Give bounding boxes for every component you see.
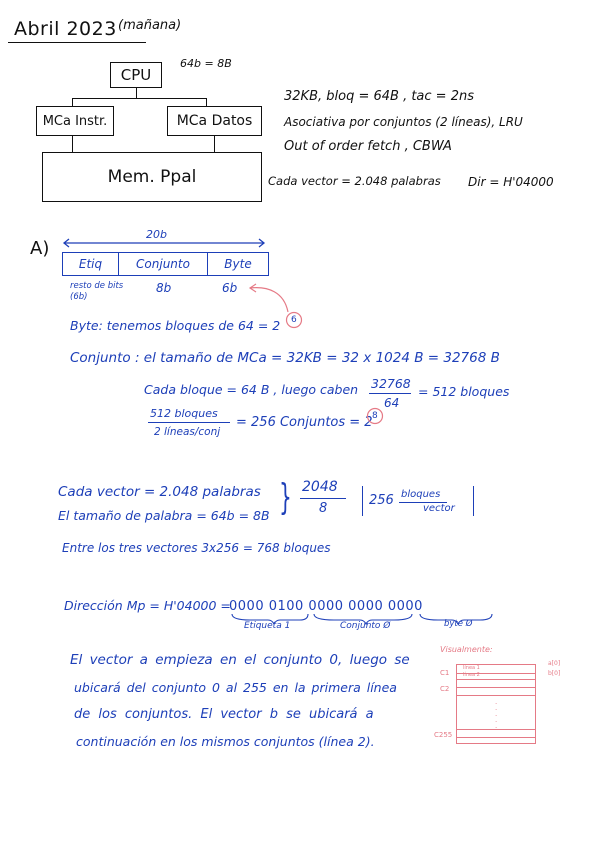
conclusion-line-4: continuación en los mismos conjuntos (línea 2). (76, 734, 375, 749)
cpu-label: CPU (120, 66, 152, 84)
visual-title: Visualmente: (440, 645, 493, 654)
vector-line-3: Entre los tres vectores 3x256 = 768 bloques (62, 541, 331, 555)
vector-frac-den: 8 (319, 501, 328, 516)
spec-line-1: 32KB, bloq = 64B , tac = 2ns (284, 89, 474, 104)
conjunto-exponent: 8 (372, 411, 378, 421)
conjunto-calc-2a: Cada bloque = 64 B , luego caben (144, 382, 359, 397)
datos-stem (214, 136, 215, 152)
byte-calc: Byte: tenemos bloques de 64 = 2 (70, 318, 281, 333)
vector-result-b: vector (423, 503, 455, 514)
vector-frac-num: 2048 (302, 479, 338, 495)
section-a-label: A) (30, 238, 50, 259)
mem-ppal-box (42, 152, 262, 202)
visual-line-2: línea 2 (463, 672, 480, 678)
address-label: Dirección Mp = H'04000 = (64, 598, 231, 613)
vector-frac-bar (300, 498, 346, 499)
width-label: 20b (146, 228, 167, 241)
cpu-box (110, 62, 162, 88)
mc-datos-box (167, 106, 262, 136)
visual-set-c2: C2 (440, 685, 450, 693)
spec-line-4a: Cada vector = 2.048 palabras (268, 174, 441, 188)
conjunto-calc-1: Conjunto : el tamaño de MCa = 32KB = 32 x 1024 B = 32768 B (70, 350, 500, 366)
mc-instr-box (36, 106, 114, 136)
conjunto-frac2-den: 2 líneas/conj (154, 426, 221, 438)
vector-line-1: Cada vector = 2.048 palabras (58, 484, 261, 500)
conclusion-line-2: ubicará del conjunto 0 al 255 en la primera línea (74, 680, 397, 695)
cpu-stem (136, 88, 137, 98)
visual-set-c255: C255 (434, 731, 453, 739)
address-bits: 0000 0100 0000 0000 0000 (229, 599, 423, 614)
branch-left (72, 98, 73, 106)
cpu-branch (72, 98, 206, 99)
conjunto-frac-bar (369, 393, 411, 394)
visual-dots: · · · · · (495, 700, 498, 732)
conj-exp-circle (365, 406, 385, 426)
branch-right (206, 98, 207, 106)
spec-line-3: Out of order fetch , CBWA (284, 139, 452, 154)
address-fields (62, 252, 269, 276)
spec-line-4b: Dir = H'04000 (468, 175, 554, 189)
mc-datos-label: MCa Datos (176, 113, 253, 129)
visual-side-a: a[0] (548, 660, 561, 667)
spec-line-2: Asociativa por conjuntos (2 líneas), LRU (284, 115, 523, 129)
field-byte-bits: 6b (222, 281, 238, 295)
vector-line-2: El tamaño de palabra = 64b = 8B (58, 508, 270, 523)
vector-result-a: bloques (401, 489, 441, 500)
field-etiq: Etiq (63, 253, 119, 275)
visual-line-1: línea 1 (463, 665, 480, 671)
mc-instr-label: MCa Instr. (42, 113, 108, 129)
conjunto-frac2-bar (148, 422, 230, 423)
field-conjunto-bits: 8b (156, 281, 172, 295)
conjunto-calc-2b: = 512 bloques (418, 384, 510, 399)
mem-ppal-label: Mem. Ppal (107, 167, 197, 187)
vector-result-num: 256 (369, 493, 394, 508)
field-conjunto: Conjunto (119, 253, 208, 275)
address-etiq-label: Etiqueta 1 (244, 621, 291, 631)
visual-set-c1: C1 (440, 669, 450, 677)
conclusion-line-3: de los conjuntos. El vector b se ubicará a (74, 707, 374, 722)
conjunto-frac-num: 32768 (371, 376, 411, 391)
visual-side-b: b[0] (548, 670, 561, 677)
address-byte-label: byte Ø (444, 619, 473, 629)
conjunto-calc-3: = 256 Conjuntos = 2 (236, 415, 373, 430)
cpu-note: 64b = 8B (180, 57, 232, 70)
conjunto-frac2-num: 512 bloques (150, 407, 218, 420)
conclusion-line-1: El vector a empieza en el conjunto 0, luego se (70, 652, 410, 668)
vector-brace: } (279, 477, 292, 518)
byte-exp-circle (284, 310, 304, 330)
address-conj-label: Conjunto Ø (340, 621, 391, 631)
byte-exponent: 6 (291, 315, 297, 325)
field-byte: Byte (224, 257, 252, 271)
instr-stem (72, 136, 73, 152)
vector-result-box (362, 486, 474, 516)
title-underline (8, 42, 146, 43)
page-title: Abril 2023 (14, 18, 117, 40)
page-subtitle: (mañana) (118, 18, 182, 33)
field-etiq-bits: resto de bits (6b) (70, 281, 124, 302)
conjunto-frac-den: 64 (384, 396, 400, 410)
visual-cache-sketch (456, 664, 536, 744)
